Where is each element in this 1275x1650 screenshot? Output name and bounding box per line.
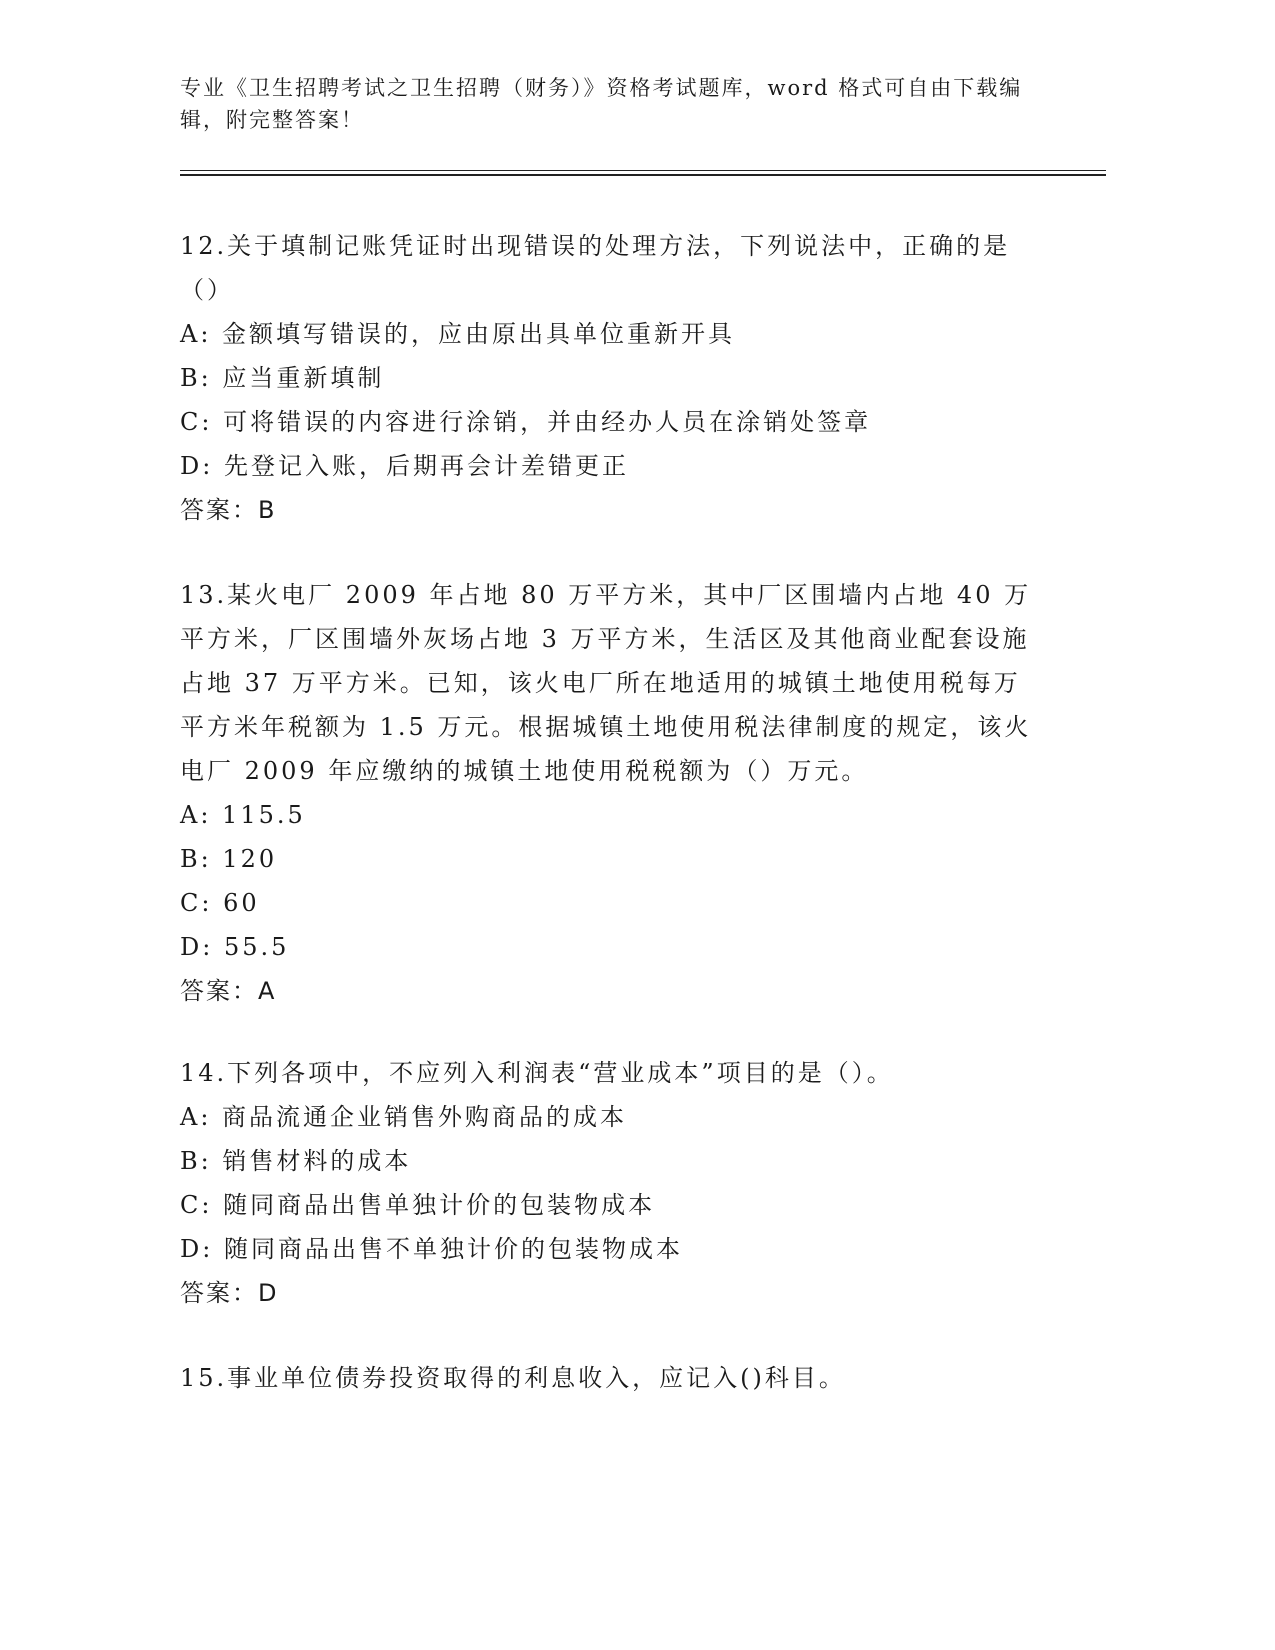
question-stem: 13.某火电厂 2009 年占地 80 万平方米，其中厂区围墙内占地 40 万平方米，厂区围墙外灰场占地 3 万平方米，生活区及其他商业配套设施占地 37 万平方米。已知，该火电厂所在地适用的城镇土地使用税每万平方米年税额为 1.5 万元。根据城镇土地使用税法律制度的规定，该火电厂 2009 年应缴纳的城镇土地使用税税额为（）万元。 (180, 581, 1032, 785)
question-12 (180, 224, 1040, 532)
option-d: D: 先登记入账，后期再会计差错更正 (180, 452, 629, 480)
option-c: C: 可将错误的内容进行涂销，并由经办人员在涂销处签章 (180, 408, 872, 436)
question-14 (180, 1051, 1040, 1315)
option-a: A: 金额填写错误的，应由原出具单位重新开具 (180, 320, 736, 348)
question-stem: 14.下列各项中，不应列入利润表“营业成本”项目的是（）。 (180, 1059, 894, 1087)
header-divider-thin (180, 170, 1106, 171)
option-a: A: 商品流通企业销售外购商品的成本 (180, 1103, 628, 1131)
option-b: B: 销售材料的成本 (180, 1147, 412, 1175)
header-divider-thick (180, 174, 1106, 176)
option-c: C: 随同商品出售单独计价的包装物成本 (180, 1191, 656, 1219)
question-15 (180, 1356, 1040, 1400)
answer-label: 答案：D (180, 1279, 279, 1307)
answer-label: 答案：B (180, 496, 277, 524)
option-d: D: 随同商品出售不单独计价的包装物成本 (180, 1235, 683, 1263)
answer-label: 答案：A (180, 977, 277, 1005)
option-b: B: 120 (180, 845, 278, 873)
question-stem: 15.事业单位债券投资取得的利息收入，应记入()科目。 (180, 1364, 846, 1392)
option-c: C: 60 (180, 889, 260, 917)
document-header: 专业《卫生招聘考试之卫生招聘（财务）》资格考试题库，word 格式可自由下载编辑，附完整答案！ (180, 76, 1023, 132)
question-stem: 12.关于填制记账凭证时出现错误的处理方法，下列说法中，正确的是（） (180, 232, 1011, 304)
option-a: A: 115.5 (180, 801, 306, 829)
option-b: B: 应当重新填制 (180, 364, 385, 392)
question-13 (180, 573, 1040, 1013)
option-d: D: 55.5 (180, 933, 290, 961)
